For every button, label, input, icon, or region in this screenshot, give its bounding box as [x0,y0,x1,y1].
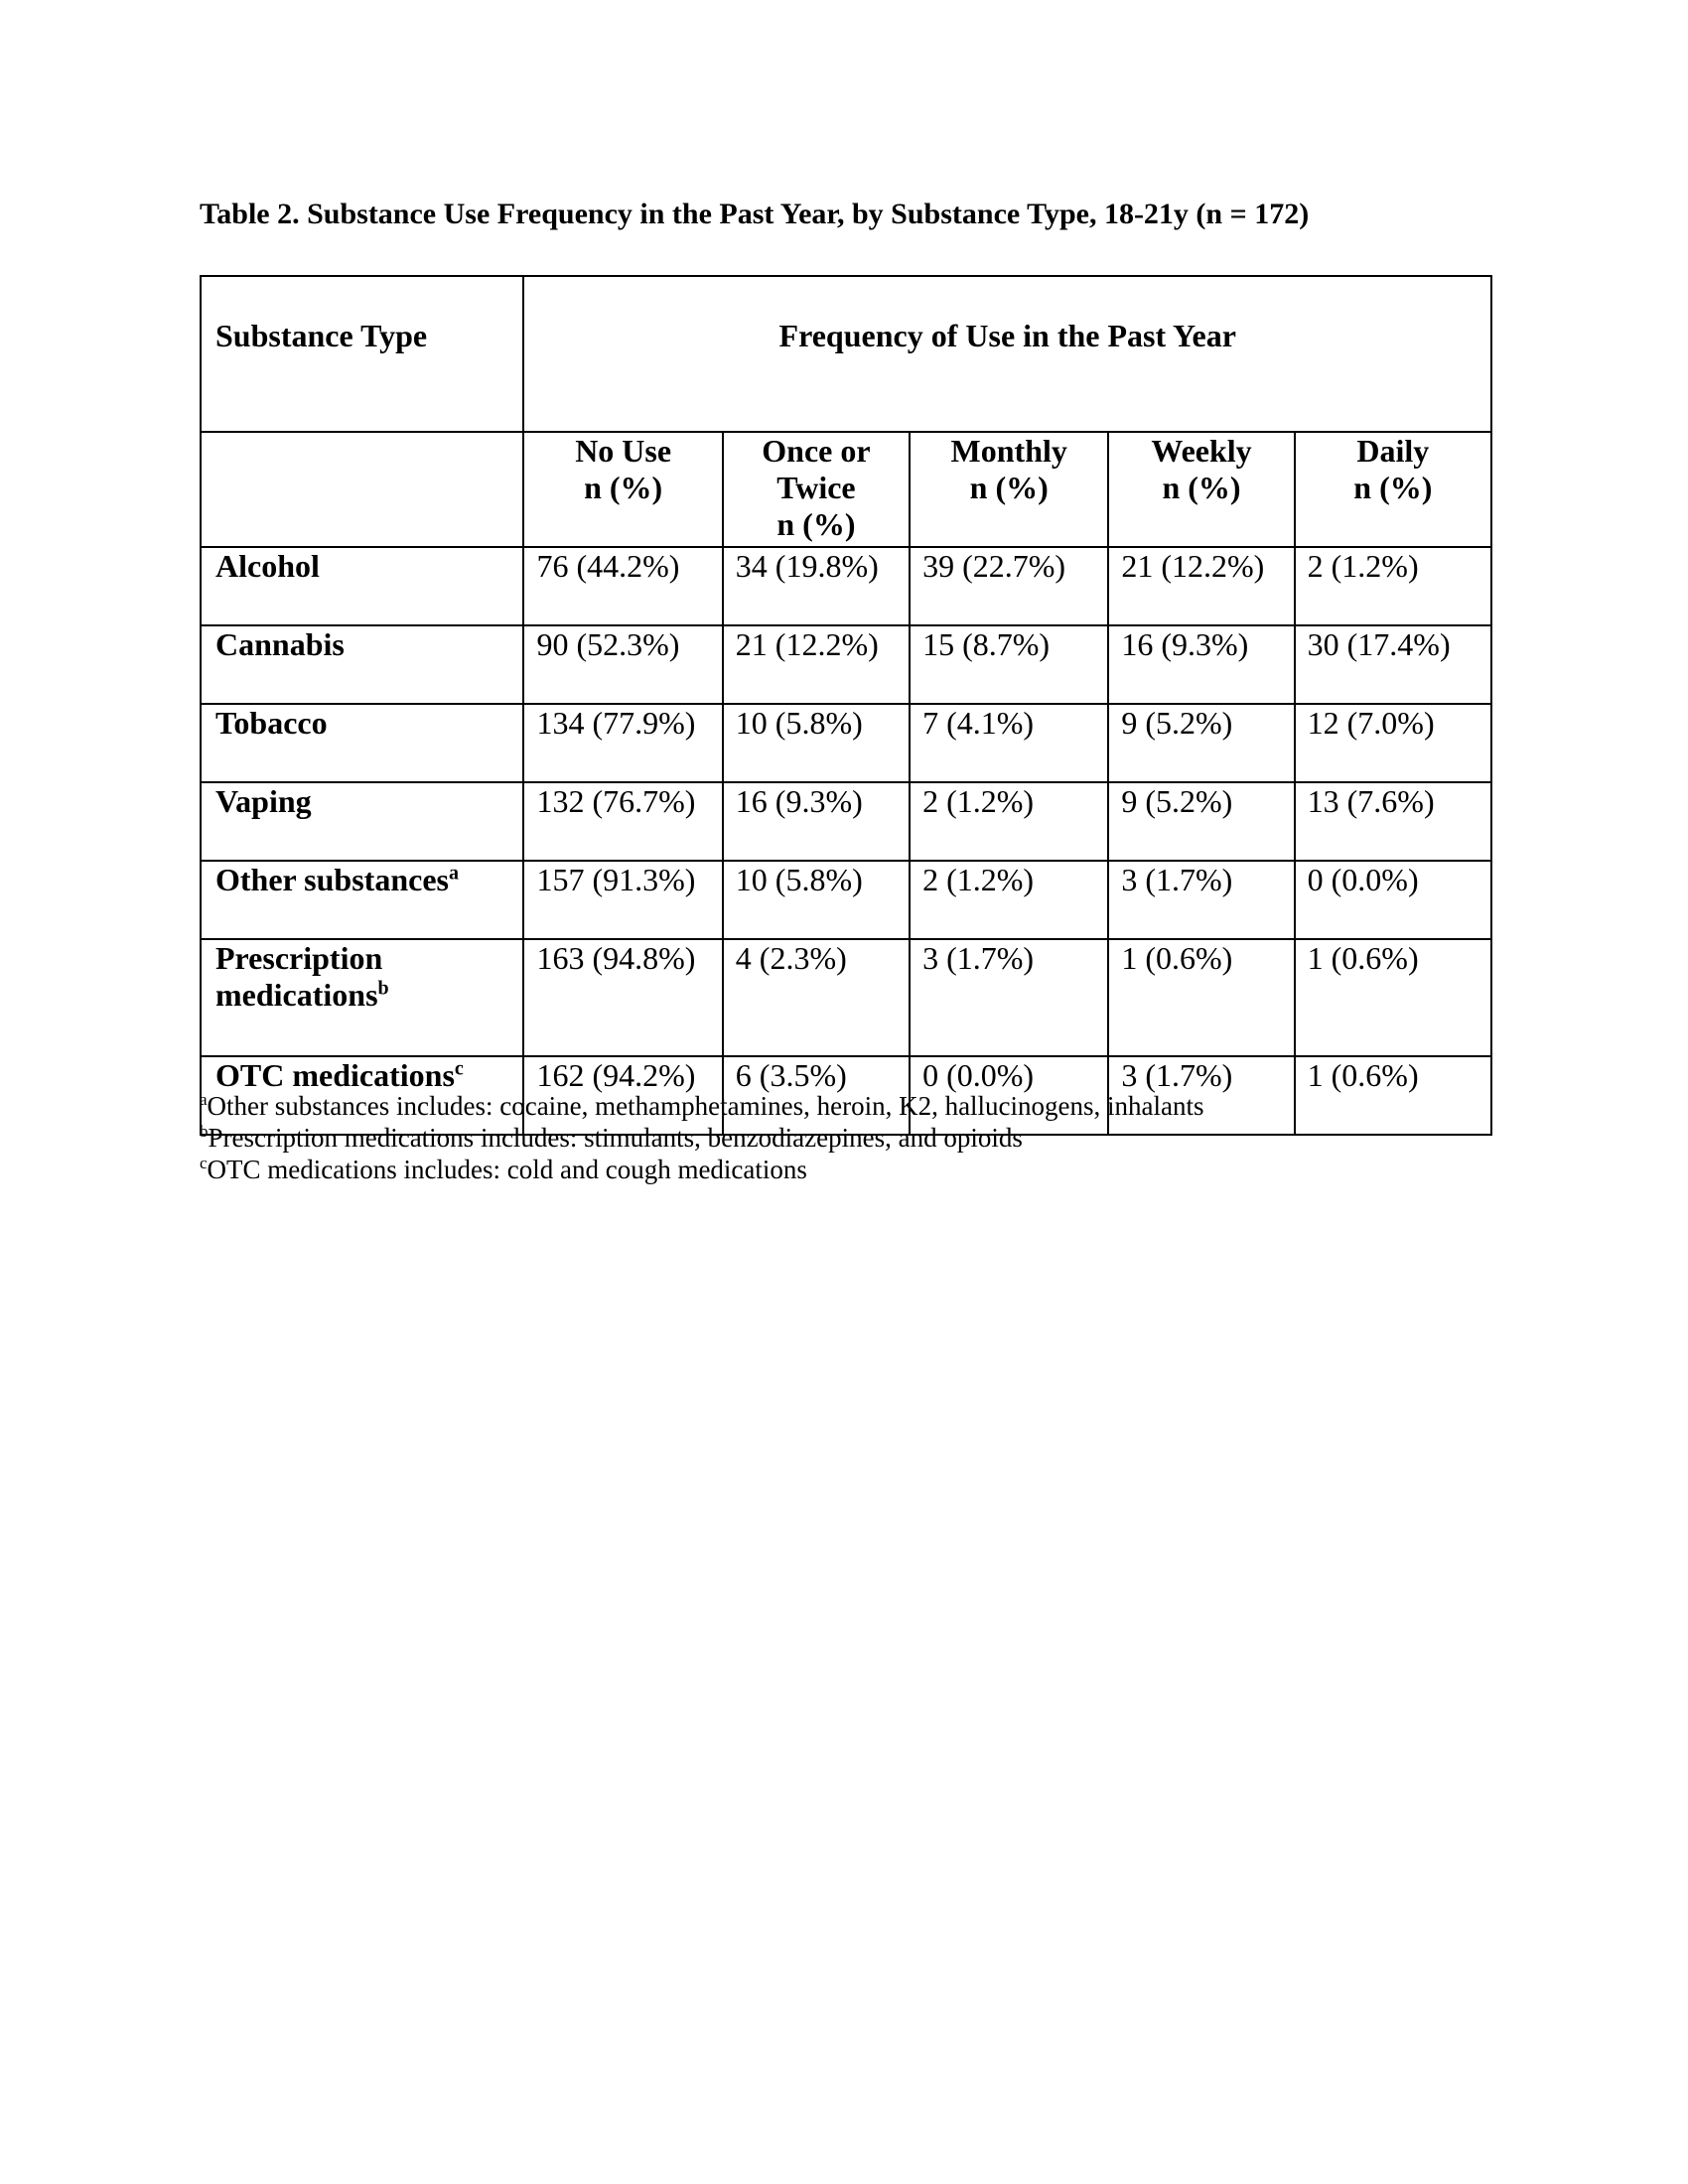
column-header-once-or-twice [723,432,910,547]
column-header-line: n (%) [776,506,856,542]
column-header-weekly [1108,432,1294,547]
table-cell: 2 (1.2%) [910,782,1108,861]
footnote-text: Prescription medications includes: stimulants, benzodiazepines, and opioids [208,1123,1023,1153]
footnote-marker: c [200,1154,208,1172]
row-label: Vaping [201,782,523,861]
table-cell: 132 (76.7%) [523,782,722,861]
frequency-span-header: Frequency of Use in the Past Year [523,276,1491,432]
table-cell: 13 (7.6%) [1295,782,1491,861]
table-row-tobacco [201,704,1491,782]
table-cell: 7 (4.1%) [910,704,1108,782]
column-header-line: Weekly [1151,433,1252,469]
table-cell: 157 (91.3%) [523,861,722,939]
substance-frequency-table [200,275,1492,1136]
table-cell: 162 (94.2%) [523,1056,722,1135]
table-cell: 34 (19.8%) [723,547,910,625]
table-cell: 21 (12.2%) [1108,547,1294,625]
table-cell: 9 (5.2%) [1108,704,1294,782]
table-cell: 134 (77.9%) [523,704,722,782]
table-row-cannabis [201,625,1491,704]
table-cell: 163 (94.8%) [523,939,722,1056]
table-cell: 39 (22.7%) [910,547,1108,625]
table-row-other-substances [201,861,1491,939]
footnote-marker: a [200,1090,208,1109]
table-cell: 16 (9.3%) [723,782,910,861]
footnote-text: OTC medications includes: cold and cough medications [207,1155,807,1184]
row-label-line2: medications [215,977,378,1013]
table-cell: 4 (2.3%) [723,939,910,1056]
column-header-line: Twice [776,470,856,505]
row-label: Other substances [215,862,449,897]
column-header-line: Daily [1356,433,1430,469]
table-cell: 10 (5.8%) [723,861,910,939]
column-header-monthly [910,432,1108,547]
table-title: Table 2. Substance Use Frequency in the Past Year, by Substance Type, 18-21y (n = 172) [200,198,1310,230]
footnote-a [200,1090,1204,1122]
row-label: Alcohol [201,547,523,625]
table-cell: 12 (7.0%) [1295,704,1491,782]
footnote-c [200,1154,1204,1185]
row-label: Prescription [215,940,383,976]
table-cell: 0 (0.0%) [910,1056,1108,1135]
column-header-line: Once or [762,433,871,469]
table-cell: 3 (1.7%) [1108,861,1294,939]
row-label: OTC medications [215,1057,455,1093]
header-row-1 [201,276,1491,432]
footnote-marker: b [200,1122,209,1141]
row-label-cell [201,939,523,1056]
substance-type-header: Substance Type [201,276,523,432]
column-header-line: n (%) [969,470,1049,505]
table-cell: 1 (0.6%) [1295,1056,1491,1135]
footnotes [200,1090,1204,1185]
footnote-marker: c [454,1057,464,1080]
row-label: Tobacco [201,704,523,782]
table-row-prescription-medications [201,939,1491,1056]
footnote-b [200,1122,1204,1154]
column-header-no-use [523,432,722,547]
table-cell: 2 (1.2%) [910,861,1108,939]
table-cell: 76 (44.2%) [523,547,722,625]
table-cell: 1 (0.6%) [1108,939,1294,1056]
table-row-alcohol [201,547,1491,625]
row-label: Cannabis [201,625,523,704]
table-cell: 15 (8.7%) [910,625,1108,704]
column-header-line: No Use [575,433,672,469]
table-cell: 3 (1.7%) [1108,1056,1294,1135]
footnote-text: Other substances includes: cocaine, methamphetamines, heroin, K2, hallucinogens, inhalants [207,1091,1204,1121]
table-cell: 2 (1.2%) [1295,547,1491,625]
header-row-2 [201,432,1491,547]
table-cell: 16 (9.3%) [1108,625,1294,704]
column-header-line: n (%) [1162,470,1241,505]
table-cell: 0 (0.0%) [1295,861,1491,939]
table-cell: 3 (1.7%) [910,939,1108,1056]
table-cell: 21 (12.2%) [723,625,910,704]
footnote-marker: b [377,977,389,1000]
row-label-cell [201,861,523,939]
footnote-marker: a [448,862,459,885]
table-row-vaping [201,782,1491,861]
empty-header-cell [201,432,523,547]
column-header-daily [1295,432,1491,547]
column-header-line: Monthly [950,433,1067,469]
table-cell: 6 (3.5%) [723,1056,910,1135]
table-cell: 9 (5.2%) [1108,782,1294,861]
table-cell: 30 (17.4%) [1295,625,1491,704]
table-cell: 90 (52.3%) [523,625,722,704]
table-cell: 10 (5.8%) [723,704,910,782]
column-header-line: n (%) [1353,470,1433,505]
table-cell: 1 (0.6%) [1295,939,1491,1056]
column-header-line: n (%) [584,470,663,505]
